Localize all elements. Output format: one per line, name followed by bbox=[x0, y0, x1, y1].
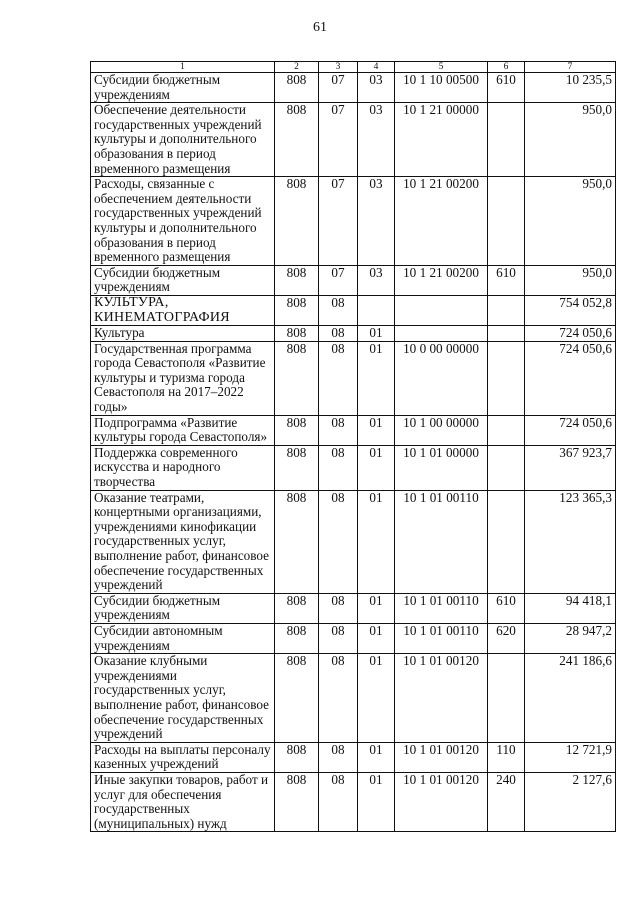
subsection-code-cell: 03 bbox=[358, 73, 395, 103]
column-number: 1 bbox=[91, 62, 275, 73]
expense-name-cell: КУЛЬТУРА, КИНЕМАТОГРАФИЯ bbox=[91, 295, 275, 325]
expense-name-cell: Оказание театрами, концертными организациями, учреждениями кинофикации государственных услуг, выполнение работ, финансовое обеспечение государственных учреждений bbox=[91, 490, 275, 593]
target-article-cell bbox=[395, 326, 488, 342]
expense-type-cell: 240 bbox=[488, 772, 525, 831]
target-article-cell: 10 1 01 00120 bbox=[395, 654, 488, 743]
section-code-cell: 08 bbox=[319, 295, 358, 325]
subsection-code-cell: 03 bbox=[358, 103, 395, 177]
amount-cell: 10 235,5 bbox=[525, 73, 616, 103]
section-code-cell: 07 bbox=[319, 103, 358, 177]
subsection-code-cell: 01 bbox=[358, 623, 395, 653]
table-row bbox=[91, 295, 616, 325]
expense-name-cell: Субсидии бюджетным учреждениям bbox=[91, 593, 275, 623]
target-article-cell: 10 1 01 00120 bbox=[395, 772, 488, 831]
expense-name-cell: Субсидии автономным учреждениям bbox=[91, 623, 275, 653]
expense-type-cell bbox=[488, 103, 525, 177]
expense-type-cell bbox=[488, 415, 525, 445]
table-row bbox=[91, 341, 616, 415]
subsection-code-cell: 01 bbox=[358, 326, 395, 342]
expense-name-cell: Иные закупки товаров, работ и услуг для обеспечения государственных (муниципальных) нужд bbox=[91, 772, 275, 831]
target-article-cell: 10 0 00 00000 bbox=[395, 341, 488, 415]
target-article-cell: 10 1 00 00000 bbox=[395, 415, 488, 445]
expense-name-cell: Субсидии бюджетным учреждениям bbox=[91, 265, 275, 295]
target-article-cell: 10 1 21 00000 bbox=[395, 103, 488, 177]
column-number: 4 bbox=[358, 62, 395, 73]
ministry-code-cell: 808 bbox=[275, 341, 319, 415]
subsection-code-cell: 03 bbox=[358, 177, 395, 266]
expense-type-cell bbox=[488, 177, 525, 266]
amount-cell: 724 050,6 bbox=[525, 415, 616, 445]
ministry-code-cell: 808 bbox=[275, 177, 319, 266]
table-row bbox=[91, 654, 616, 743]
expense-type-cell bbox=[488, 295, 525, 325]
amount-cell: 724 050,6 bbox=[525, 326, 616, 342]
amount-cell: 123 365,3 bbox=[525, 490, 616, 593]
amount-cell: 950,0 bbox=[525, 103, 616, 177]
amount-cell: 28 947,2 bbox=[525, 623, 616, 653]
table-row bbox=[91, 742, 616, 772]
section-code-cell: 08 bbox=[319, 415, 358, 445]
subsection-code-cell: 01 bbox=[358, 654, 395, 743]
section-code-cell: 08 bbox=[319, 326, 358, 342]
target-article-cell: 10 1 10 00500 bbox=[395, 73, 488, 103]
table-row bbox=[91, 73, 616, 103]
expense-type-cell: 610 bbox=[488, 265, 525, 295]
amount-cell: 241 186,6 bbox=[525, 654, 616, 743]
table-row bbox=[91, 326, 616, 342]
amount-cell: 12 721,9 bbox=[525, 742, 616, 772]
ministry-code-cell: 808 bbox=[275, 445, 319, 490]
target-article-cell: 10 1 21 00200 bbox=[395, 265, 488, 295]
expense-name-cell: Культура bbox=[91, 326, 275, 342]
expense-name-cell: Подпрограмма «Развитие культуры города Севастополя» bbox=[91, 415, 275, 445]
ministry-code-cell: 808 bbox=[275, 265, 319, 295]
page-number: 61 bbox=[313, 20, 327, 35]
column-number: 2 bbox=[275, 62, 319, 73]
section-code-cell: 08 bbox=[319, 623, 358, 653]
column-number: 6 bbox=[488, 62, 525, 73]
subsection-code-cell: 03 bbox=[358, 265, 395, 295]
table-row bbox=[91, 177, 616, 266]
section-code-cell: 07 bbox=[319, 73, 358, 103]
ministry-code-cell: 808 bbox=[275, 490, 319, 593]
section-code-cell: 07 bbox=[319, 177, 358, 266]
expense-name-cell: Оказание клубными учреждениями государственных услуг, выполнение работ, финансовое обеспечение государственных учреждений bbox=[91, 654, 275, 743]
expense-type-cell bbox=[488, 341, 525, 415]
ministry-code-cell: 808 bbox=[275, 103, 319, 177]
expense-name-cell: Субсидии бюджетным учреждениям bbox=[91, 73, 275, 103]
target-article-cell: 10 1 01 00120 bbox=[395, 742, 488, 772]
subsection-code-cell bbox=[358, 295, 395, 325]
section-code-cell: 08 bbox=[319, 654, 358, 743]
subsection-code-cell: 01 bbox=[358, 415, 395, 445]
subsection-code-cell: 01 bbox=[358, 445, 395, 490]
target-article-cell: 10 1 01 00110 bbox=[395, 623, 488, 653]
expense-name-cell: Расходы, связанные с обеспечением деятельности государственных учреждений культуры и дополнительного образования в период временного размещения bbox=[91, 177, 275, 266]
column-number: 5 bbox=[395, 62, 488, 73]
table-row bbox=[91, 623, 616, 653]
amount-cell: 367 923,7 bbox=[525, 445, 616, 490]
subsection-code-cell: 01 bbox=[358, 772, 395, 831]
column-number: 7 bbox=[525, 62, 616, 73]
table-row bbox=[91, 265, 616, 295]
expense-type-cell: 610 bbox=[488, 73, 525, 103]
section-code-cell: 08 bbox=[319, 490, 358, 593]
ministry-code-cell: 808 bbox=[275, 73, 319, 103]
target-article-cell: 10 1 01 00110 bbox=[395, 593, 488, 623]
ministry-code-cell: 808 bbox=[275, 295, 319, 325]
section-code-cell: 08 bbox=[319, 341, 358, 415]
expense-type-cell bbox=[488, 654, 525, 743]
ministry-code-cell: 808 bbox=[275, 742, 319, 772]
amount-cell: 950,0 bbox=[525, 177, 616, 266]
ministry-code-cell: 808 bbox=[275, 654, 319, 743]
target-article-cell: 10 1 21 00200 bbox=[395, 177, 488, 266]
table-row bbox=[91, 772, 616, 831]
section-code-cell: 08 bbox=[319, 742, 358, 772]
section-code-cell: 07 bbox=[319, 265, 358, 295]
ministry-code-cell: 808 bbox=[275, 593, 319, 623]
expense-name-cell: Обеспечение деятельности государственных учреждений культуры и дополнительного образования в период временного размещения bbox=[91, 103, 275, 177]
expense-type-cell: 110 bbox=[488, 742, 525, 772]
expense-type-cell bbox=[488, 490, 525, 593]
subsection-code-cell: 01 bbox=[358, 341, 395, 415]
ministry-code-cell: 808 bbox=[275, 772, 319, 831]
table-row bbox=[91, 490, 616, 593]
table-row bbox=[91, 445, 616, 490]
amount-cell: 724 050,6 bbox=[525, 341, 616, 415]
ministry-code-cell: 808 bbox=[275, 415, 319, 445]
expense-type-cell bbox=[488, 326, 525, 342]
amount-cell: 950,0 bbox=[525, 265, 616, 295]
table-row bbox=[91, 415, 616, 445]
expense-type-cell: 610 bbox=[488, 593, 525, 623]
target-article-cell bbox=[395, 295, 488, 325]
target-article-cell: 10 1 01 00000 bbox=[395, 445, 488, 490]
expense-type-cell bbox=[488, 445, 525, 490]
expense-name-cell: Расходы на выплаты персоналу казенных учреждений bbox=[91, 742, 275, 772]
amount-cell: 94 418,1 bbox=[525, 593, 616, 623]
subsection-code-cell: 01 bbox=[358, 490, 395, 593]
table-row bbox=[91, 103, 616, 177]
section-code-cell: 08 bbox=[319, 445, 358, 490]
amount-cell: 754 052,8 bbox=[525, 295, 616, 325]
ministry-code-cell: 808 bbox=[275, 326, 319, 342]
subsection-code-cell: 01 bbox=[358, 742, 395, 772]
column-number-row bbox=[91, 62, 616, 73]
expense-name-cell: Государственная программа города Севастополя «Развитие культуры и туризма города Севастополя на 2017–2022 годы» bbox=[91, 341, 275, 415]
table-row bbox=[91, 593, 616, 623]
budget-table bbox=[90, 61, 616, 832]
ministry-code-cell: 808 bbox=[275, 623, 319, 653]
section-code-cell: 08 bbox=[319, 593, 358, 623]
section-code-cell: 08 bbox=[319, 772, 358, 831]
expense-type-cell: 620 bbox=[488, 623, 525, 653]
column-number: 3 bbox=[319, 62, 358, 73]
amount-cell: 2 127,6 bbox=[525, 772, 616, 831]
subsection-code-cell: 01 bbox=[358, 593, 395, 623]
target-article-cell: 10 1 01 00110 bbox=[395, 490, 488, 593]
expense-name-cell: Поддержка современного искусства и народного творчества bbox=[91, 445, 275, 490]
